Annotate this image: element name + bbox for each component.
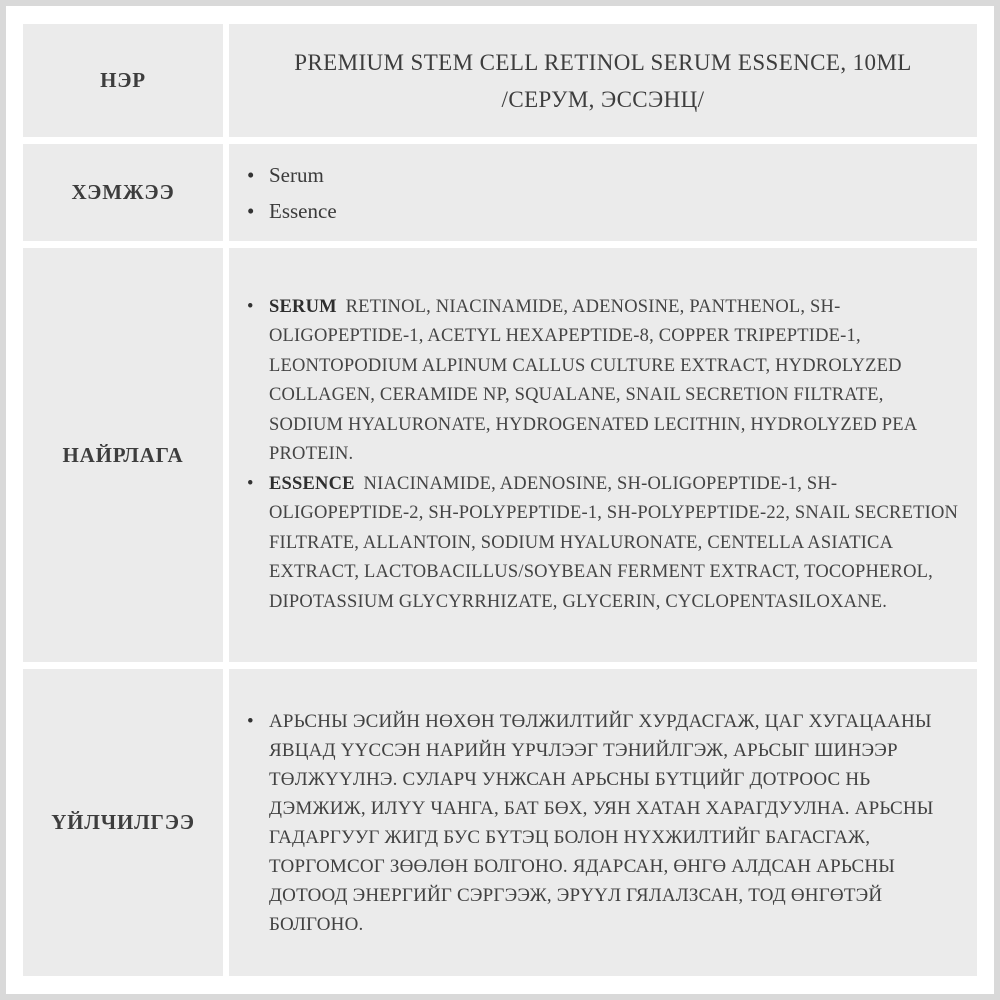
row-label-name: [23, 24, 223, 137]
row-label-effects: [23, 669, 223, 976]
size-item-text: Serum: [269, 162, 324, 187]
size-list-item: [245, 193, 959, 229]
row-label-ingredients-text: НАЙРЛАГА: [62, 442, 184, 467]
ingredients-list-item-essence: [245, 470, 959, 618]
effects-cell: [229, 669, 977, 976]
ingredients-cell: [229, 248, 977, 662]
effects-list: [229, 707, 977, 939]
product-title-line1: PREMIUM STEM CELL RETINOL SERUM ESSENCE, 10ML: [294, 49, 912, 75]
ingredients-list-item-serum: [245, 293, 959, 470]
row-label-size: [23, 144, 223, 241]
product-title-line2: /СЕРУМ, ЭССЭНЦ/: [501, 86, 705, 112]
size-cell: [229, 144, 977, 241]
spec-table: [23, 24, 977, 976]
row-label-ingredients: [23, 248, 223, 662]
effects-list-item: [245, 707, 945, 939]
effects-item-text: АРЬСНЫ ЭСИЙН НӨХӨН ТӨЛЖИЛТИЙГ ХУРДАСГАЖ, ЦАГ ХУГАЦААНЫ ЯВЦАД ҮҮССЭН НАРИЙН ҮРЧЛЭЭГ ТЭНИЙЛГЭЖ, АРЬСЫГ ШИНЭЭР ТӨЛЖҮҮЛНЭ. СУЛАРЧ УНЖСАН АРЬСНЫ БҮТЦИЙГ ДОТРООС НЬ ДЭМЖИЖ, ИЛҮҮ ЧАНГА, БАТ БӨХ, УЯН ХАТАН ХАРАГДУУЛНА. АРЬСНЫ ГАДАРГУУГ ЖИГД БУС БҮТЭЦ БОЛОН НҮХЖИЛТИЙГ БАГАСГАЖ, ТОРГОМСОГ ЗӨӨЛӨН БОЛГОНО. ЯДАРСАН, ӨНГӨ АЛДСАН АРЬСНЫ ДОТООД ЭНЕРГИЙГ СЭРГЭЭЖ, ЭРҮҮЛ ГЯЛАЛЗСАН, ТОД ӨНГӨТЭЙ БОЛГОНО.: [269, 710, 934, 935]
size-list: [229, 157, 977, 229]
ingredients-list: [229, 293, 977, 618]
row-label-effects-text: ҮЙЛЧИЛГЭЭ: [51, 810, 195, 834]
row-label-name-text: НЭР: [100, 68, 146, 92]
ingredients-essence-lead: ESSENCE: [269, 473, 355, 494]
size-list-item: [245, 157, 959, 193]
ingredients-serum-text: RETINOL, NIACINAMIDE, ADENOSINE, PANTHENOL, SH-OLIGOPEPTIDE-1, ACETYL HEXAPEPTIDE-8, COPPER TRIPEPTIDE-1, LEONTOPODIUM ALPINUM CALLUS CULTURE EXTRACT, HYDROLYZED COLLAGEN, CERAMIDE NP, SQUALANE, SNAIL SECRETION FILTRATE, SODIUM HYALURONATE, HYDROGENATED LECITHIN, HYDROLYZED PEA PROTEIN.: [269, 296, 917, 465]
ingredients-essence-text: NIACINAMIDE, ADENOSINE, SH-OLIGOPEPTIDE-1, SH-OLIGOPEPTIDE-2, SH-POLYPEPTIDE-1, SH-POLYPEPTIDE-22, SNAIL SECRETION FILTRATE, ALLANTOIN, SODIUM HYALURONATE, CENTELLA ASIATICA EXTRACT, LACTOBACILLUS/SOYBEAN FERMENT EXTRACT, TOCOPHEROL, DIPOTASSIUM GLYCYRRHIZATE, GLYCERIN, CYCLOPENTASILOXANE.: [269, 473, 959, 612]
size-item-text: Essence: [269, 198, 337, 223]
ingredients-serum-lead: SERUM: [269, 296, 337, 317]
row-label-size-text: ХЭМЖЭЭ: [71, 180, 175, 204]
product-title-cell: [229, 24, 977, 137]
